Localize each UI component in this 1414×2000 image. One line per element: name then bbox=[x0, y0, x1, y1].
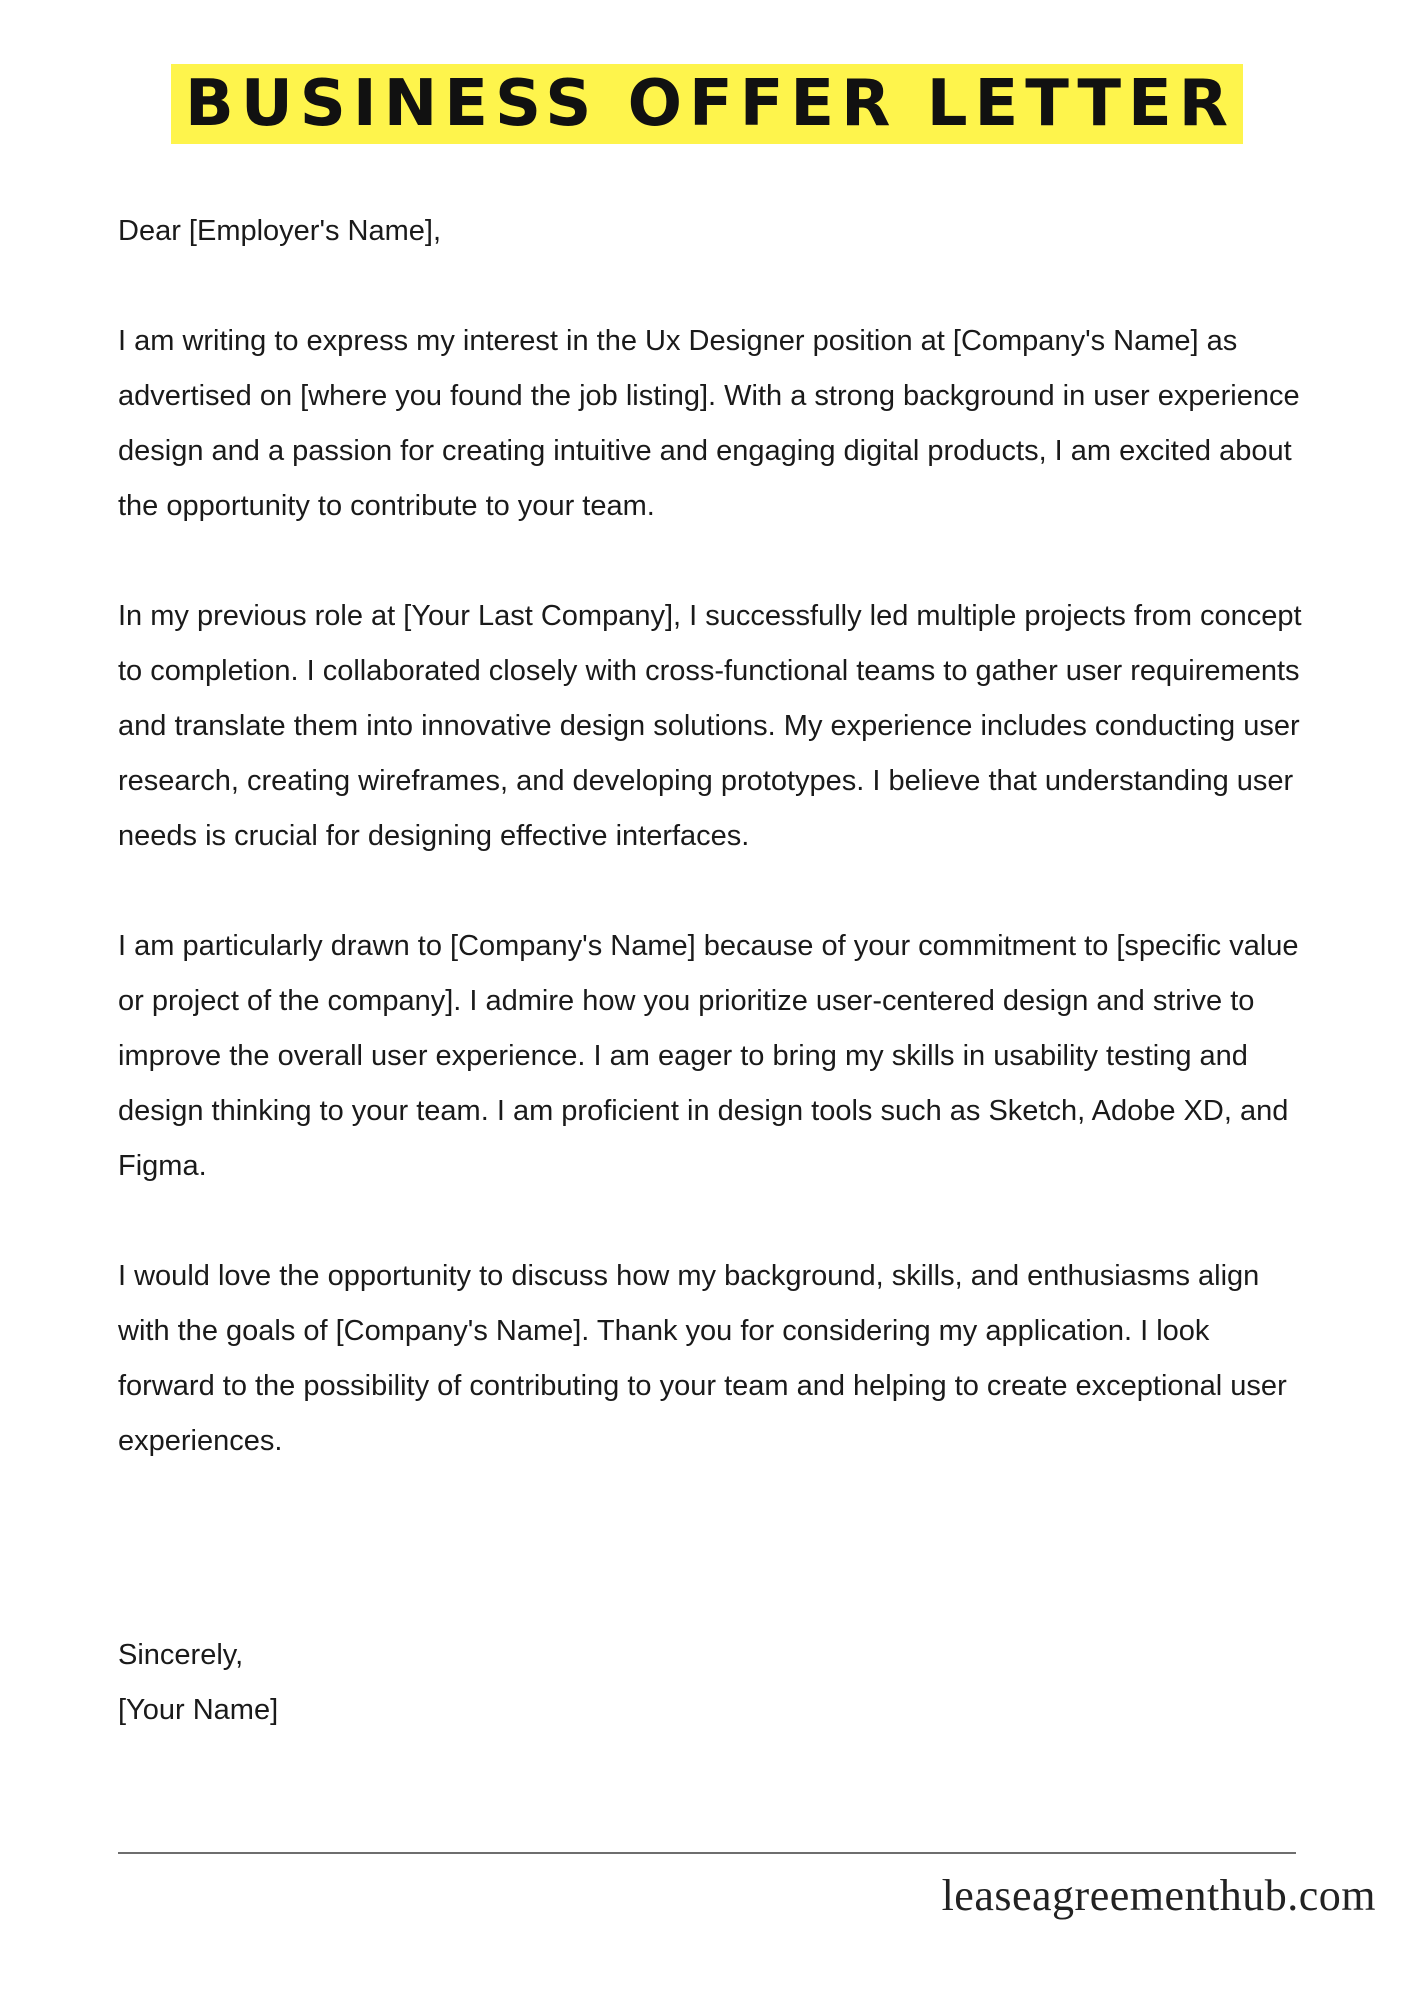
brand-footer: leaseagreementhub.com bbox=[941, 1871, 1376, 1920]
paragraph-2: In my previous role at [Your Last Company], I successfully led multiple projects from concept to completion. I collaborated closely with cross-functional teams to gather user requirements and translate them into innovative design solutions. My experience includes conducting user research, creating wireframes, and developing prototypes. I believe that understanding user needs is crucial for designing effective interfaces. bbox=[118, 600, 1302, 852]
paragraph-4: I would love the opportunity to discuss how my background, skills, and enthusiasms align with the goals of [Company's Name]. Thank you for considering my application. I look forward to the possibility of contributing to your team and helping to create exceptional user experiences. bbox=[118, 1260, 1287, 1457]
salutation: Dear [Employer's Name], bbox=[118, 215, 442, 247]
title-area bbox=[0, 64, 1414, 144]
paragraph-3: I am particularly drawn to [Company's Name] because of your commitment to [specific value or project of the company]. I admire how you prioritize user-centered design and strive to improve the overall user experience. I am eager to bring my skills in usability testing and design thinking to your team. I am proficient in design tools such as Sketch, Adobe XD, and Figma. bbox=[118, 930, 1299, 1182]
signature-line: [Your Name] bbox=[118, 1694, 279, 1726]
closing-block bbox=[118, 1628, 278, 1738]
footer-divider bbox=[118, 1852, 1296, 1854]
paragraph-1: I am writing to express my interest in the Ux Designer position at [Company's Name] as advertised on [where you found the job listing]. With a strong background in user experience design and a passion for creating intuitive and engaging digital products, I am excited about the opportunity to contribute to your team. bbox=[118, 325, 1300, 522]
closing-line: Sincerely, bbox=[118, 1639, 244, 1671]
page-title: BUSINESS OFFER LETTER bbox=[171, 64, 1243, 144]
letter-body bbox=[118, 204, 1308, 1524]
